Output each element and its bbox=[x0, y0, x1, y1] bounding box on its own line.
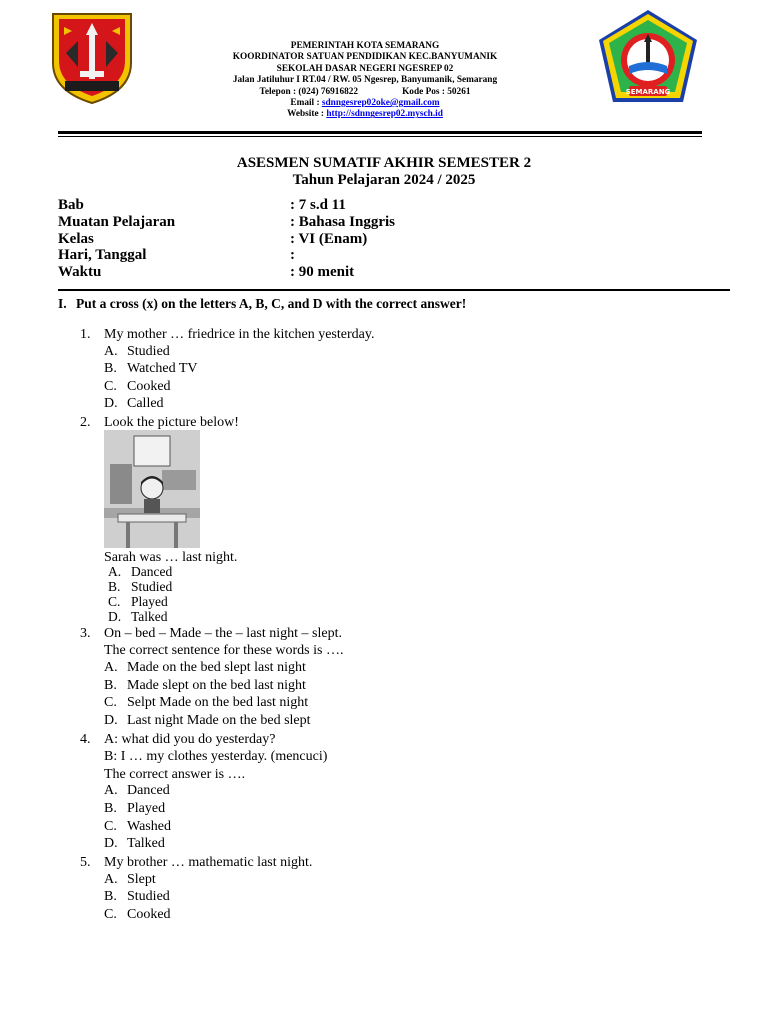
email-label: Email : bbox=[290, 98, 320, 109]
option-letter: B. bbox=[104, 678, 117, 693]
info-value: : VI (Enam) bbox=[290, 230, 368, 247]
option-text: Cooked bbox=[127, 379, 171, 394]
answer-option[interactable] bbox=[104, 889, 170, 905]
option-letter: B. bbox=[104, 889, 117, 904]
email-link[interactable]: sdnngesrep02oke@gmail.com bbox=[321, 98, 440, 109]
answer-option[interactable] bbox=[104, 396, 164, 412]
exam-title: ASESMEN SUMATIF AKHIR SEMESTER 2 bbox=[236, 155, 532, 171]
question-text: Sarah was … last night. bbox=[104, 550, 238, 565]
answer-option[interactable] bbox=[104, 379, 171, 395]
option-text: Last night Made on the bed slept bbox=[127, 713, 311, 728]
option-text: Talked bbox=[127, 836, 165, 851]
answer-option[interactable] bbox=[104, 660, 306, 676]
letterhead-phone-row bbox=[200, 87, 530, 98]
letterhead-line-3: SEKOLAH DASAR NEGERI NGESREP 02 bbox=[276, 63, 454, 74]
letterhead-line-2: KOORDINATOR SATUAN PENDIDIKAN KEC.BANYUMANIK bbox=[232, 52, 498, 63]
answer-option[interactable] bbox=[108, 564, 172, 580]
semarang-city-crest-logo bbox=[50, 11, 134, 105]
option-text: Studied bbox=[131, 579, 173, 594]
question-text: A: what did you do yesterday? bbox=[104, 732, 276, 747]
question-number: 4. bbox=[80, 732, 91, 747]
info-value: : Bahasa Inggris bbox=[290, 213, 396, 230]
letterhead-email-row bbox=[200, 98, 530, 109]
option-letter: B. bbox=[104, 361, 117, 376]
info-label: Kelas bbox=[58, 230, 94, 247]
question-number: 5. bbox=[80, 855, 91, 870]
option-letter: C. bbox=[104, 907, 117, 922]
option-text: Studied bbox=[127, 889, 170, 904]
answer-option[interactable] bbox=[104, 819, 171, 835]
answer-option[interactable] bbox=[108, 609, 168, 625]
website-label: Website : bbox=[287, 109, 324, 120]
info-value: : bbox=[290, 247, 295, 264]
answer-option[interactable] bbox=[104, 344, 170, 360]
letterhead-address: Jalan Jatiluhur I RT.04 / RW. 05 Ngesrep, Banyumanik, Semarang bbox=[232, 75, 498, 86]
option-text: Played bbox=[131, 594, 168, 609]
option-letter: D. bbox=[104, 836, 118, 851]
answer-option[interactable] bbox=[104, 907, 171, 923]
academic-year: Tahun Pelajaran 2024 / 2025 bbox=[292, 172, 476, 188]
section-number: I. bbox=[58, 296, 67, 311]
answer-option[interactable] bbox=[104, 361, 198, 377]
question-number: 1. bbox=[80, 327, 91, 342]
answer-option[interactable] bbox=[104, 872, 156, 888]
question-text: My mother … friedrice in the kitchen yesterday. bbox=[104, 327, 375, 342]
answer-option[interactable] bbox=[104, 678, 306, 694]
info-label: Muatan Pelajaran bbox=[58, 213, 176, 230]
option-letter: D. bbox=[104, 713, 118, 728]
question-text: The correct sentence for these words is …. bbox=[104, 643, 344, 658]
header-divider-thick bbox=[58, 131, 702, 134]
option-text: Studied bbox=[127, 344, 170, 359]
school-letterhead bbox=[200, 41, 530, 121]
info-label: Hari, Tanggal bbox=[58, 247, 147, 264]
option-text: Made on the bed slept last night bbox=[127, 660, 306, 675]
question-text: B: I … my clothes yesterday. (mencuci) bbox=[104, 749, 328, 764]
option-text: Talked bbox=[131, 609, 168, 624]
answer-option[interactable] bbox=[104, 713, 311, 729]
emblem-banner-text: SEMARANG bbox=[625, 88, 671, 96]
option-letter: C. bbox=[108, 594, 121, 609]
letterhead-postal: Kode Pos : 50261 bbox=[402, 86, 471, 97]
option-letter: B. bbox=[104, 801, 117, 816]
question-number: 3. bbox=[80, 626, 91, 641]
answer-option[interactable] bbox=[104, 801, 165, 817]
answer-option[interactable] bbox=[104, 836, 165, 852]
answer-option[interactable] bbox=[108, 594, 168, 610]
option-text: Washed bbox=[127, 819, 171, 834]
option-letter: C. bbox=[104, 819, 117, 834]
section-divider bbox=[58, 289, 730, 291]
letterhead-line-1: PEMERINTAH KOTA SEMARANG bbox=[290, 41, 440, 51]
answer-option[interactable] bbox=[104, 695, 308, 711]
school-emblem-logo bbox=[595, 8, 701, 106]
option-letter: D. bbox=[104, 396, 118, 411]
question-text: My brother … mathematic last night. bbox=[104, 855, 313, 870]
option-letter: D. bbox=[108, 609, 122, 624]
option-text: Made slept on the bed last night bbox=[127, 678, 306, 693]
option-text: Danced bbox=[127, 783, 170, 798]
option-letter: A. bbox=[104, 660, 118, 675]
option-text: Selpt Made on the bed last night bbox=[127, 695, 309, 710]
option-text: Cooked bbox=[127, 907, 171, 922]
question-number: 2. bbox=[80, 415, 91, 430]
letterhead-website-row bbox=[200, 109, 530, 120]
question-text: Look the picture below! bbox=[104, 415, 239, 430]
section-instruction-text: Put a cross (x) on the letters A, B, C, and D with the correct answer! bbox=[76, 296, 467, 311]
section-instruction bbox=[58, 296, 466, 312]
girl-studying-picture bbox=[104, 430, 200, 548]
option-letter: C. bbox=[104, 695, 117, 710]
letterhead-phone: Telepon : (024) 76916822 bbox=[259, 86, 359, 97]
info-label: Waktu bbox=[58, 264, 102, 281]
option-text: Called bbox=[127, 396, 164, 411]
option-text: Danced bbox=[131, 564, 173, 579]
header-divider-thin bbox=[58, 136, 702, 137]
option-letter: A. bbox=[108, 564, 122, 579]
answer-option[interactable] bbox=[108, 579, 172, 595]
option-text: Played bbox=[127, 801, 166, 816]
option-text: Watched TV bbox=[127, 361, 198, 376]
option-letter: A. bbox=[104, 872, 118, 887]
info-value: : 7 s.d 11 bbox=[290, 197, 346, 213]
info-value: : 90 menit bbox=[290, 264, 355, 281]
answer-option[interactable] bbox=[104, 783, 170, 799]
info-label: Bab bbox=[58, 197, 84, 213]
website-link[interactable]: http://sdnngesrep02.mysch.id bbox=[326, 109, 443, 120]
option-letter: A. bbox=[104, 344, 118, 359]
option-letter: C. bbox=[104, 379, 117, 394]
option-letter: B. bbox=[108, 579, 121, 594]
question-text: The correct answer is …. bbox=[104, 767, 246, 782]
option-text: Slept bbox=[127, 872, 156, 887]
option-letter: A. bbox=[104, 783, 118, 798]
question-text: On – bed – Made – the – last night – slept. bbox=[104, 626, 342, 641]
